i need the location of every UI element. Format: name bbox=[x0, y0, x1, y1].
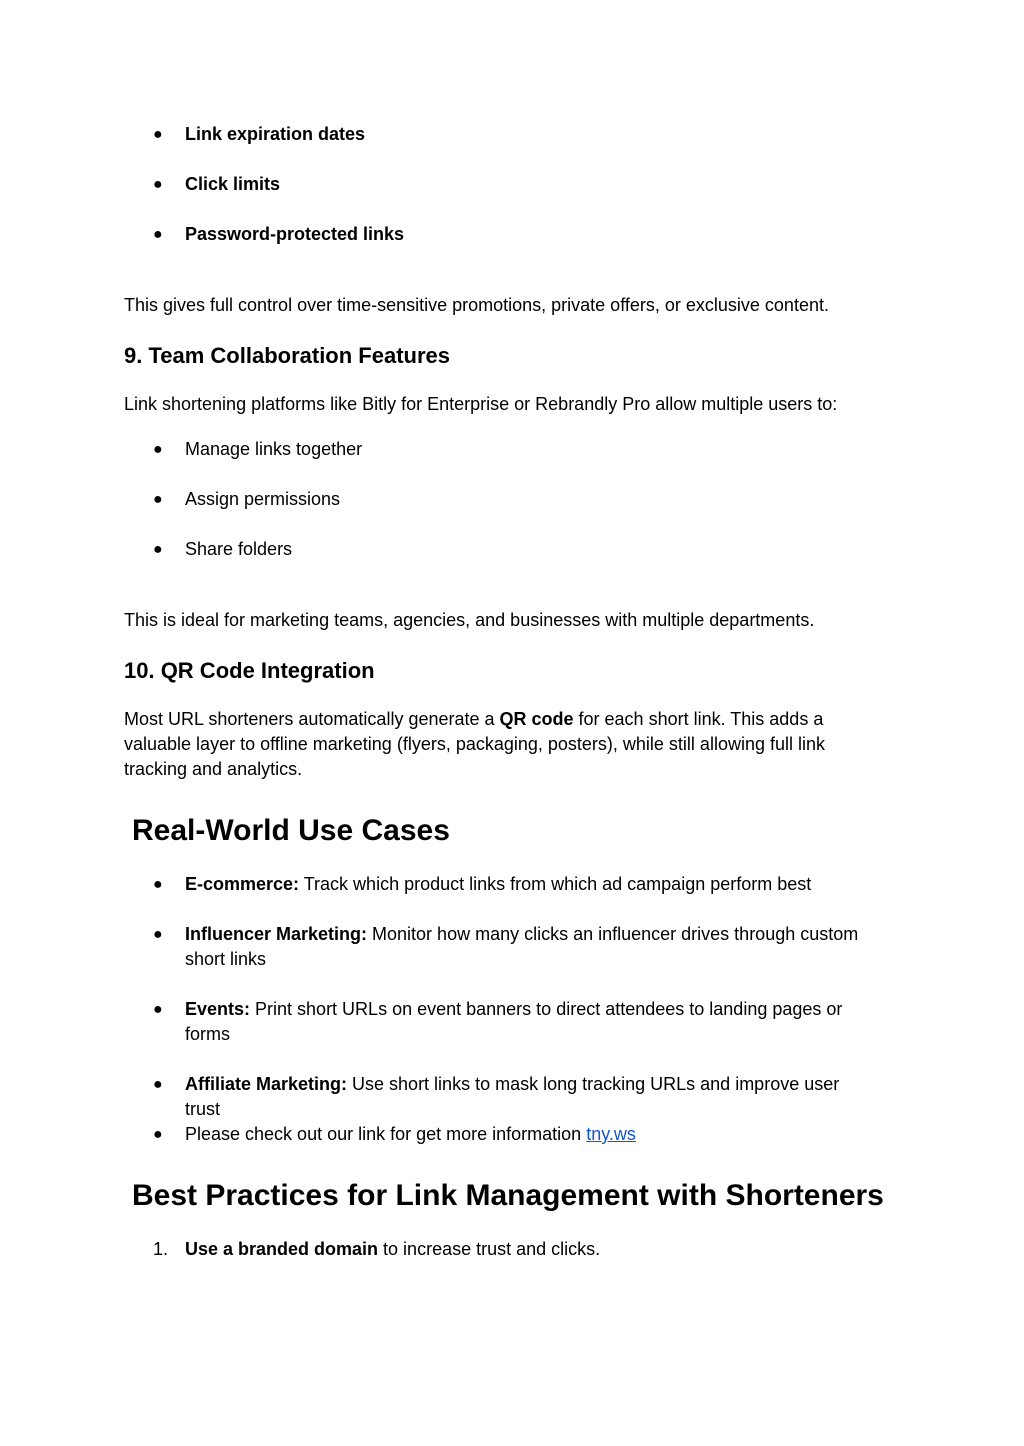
list-item-bold: Password-protected links bbox=[185, 224, 405, 244]
bullet-icon: ● bbox=[153, 1001, 163, 1018]
paragraph-ideal: This is ideal for marketing teams, agencies, and businesses with multiple departments. bbox=[124, 610, 815, 630]
qr-line-2: valuable layer to offline marketing (flyers, packaging, posters), while still allowing full link bbox=[124, 734, 825, 754]
bullet-icon: ● bbox=[153, 226, 163, 243]
bullet-icon: ● bbox=[153, 876, 163, 893]
bullet-icon: ● bbox=[153, 926, 163, 943]
heading-team-collaboration: 9. Team Collaboration Features bbox=[124, 343, 451, 368]
list-item-text: Manage links together bbox=[185, 439, 363, 459]
list-number: 1. bbox=[153, 1239, 169, 1259]
usecase-bold: E-commerce: bbox=[185, 874, 300, 894]
bullet-icon: ● bbox=[153, 176, 163, 193]
usecase-bold: Events: bbox=[185, 999, 251, 1019]
paragraph-team: Link shortening platforms like Bitly for Enterprise or Rebrandly Pro allow multiple users to: bbox=[124, 394, 838, 414]
bullet-icon: ● bbox=[153, 1126, 163, 1143]
qr-line-1: Most URL shorteners automatically generate a QR code for each short link. This adds a bbox=[124, 709, 824, 729]
list-item-text: Assign permissions bbox=[185, 489, 341, 509]
bullet-icon: ● bbox=[153, 126, 163, 143]
heading-qr-code: 10. QR Code Integration bbox=[124, 658, 375, 683]
usecase-bold: Affiliate Marketing: bbox=[185, 1074, 348, 1094]
bullet-icon: ● bbox=[153, 1076, 163, 1093]
bullet-icon: ● bbox=[153, 491, 163, 508]
list-item-bold: Link expiration dates bbox=[185, 124, 366, 144]
paragraph-control: This gives full control over time-sensitive promotions, private offers, or exclusive content. bbox=[124, 295, 829, 315]
bullet-icon: ● bbox=[153, 441, 163, 458]
heading-real-world-use-cases: Real-World Use Cases bbox=[132, 814, 450, 847]
document-page: ● Link expiration dates ● Click limits ● Password-protected links This gives full control over time-sensitive promotions, private offers, or exclusive content. 9. Team Collaboration Features Link shortening platforms like Bitly for Enterprise or Rebrandly Pro allow multiple users to: ● Manage links together ● Assign permissions ● Share folders This is ideal for marketing teams, agencies, and businesses with multiple departments. 10. QR Code Integration Most URL shorteners automatically generate a QR code for each short link. This adds a valuable layer to offline marketing (flyers, packaging, posters), while still allowing full link tracking and analytics. Real-World Use Cases ● E-commerce: Track which product links from which ad campaign perform best ● Influencer Marketing: Monitor how many clicks an influencer drives through custom short links ● Events: Print short URLs on event banners to direct attendees to landing pages or forms ● Affiliate Marketing: Use short links to mask long tracking URLs and improve user trust ● Please check out our link for get more information tny.ws Best Practices for Link Management with Shorteners 1. Use a branded domain to increase trust and clicks. bbox=[0, 0, 1024, 1446]
best-practice-bold: Use a branded domain bbox=[185, 1239, 379, 1259]
paragraph-qr bbox=[124, 707, 825, 782]
tny-ws-link[interactable]: tny.ws bbox=[586, 1124, 636, 1144]
heading-best-practices: Best Practices for Link Management with Shorteners bbox=[132, 1179, 884, 1212]
usecase-bold: Influencer Marketing: bbox=[185, 924, 368, 944]
bullet-icon: ● bbox=[153, 541, 163, 558]
qr-code-bold: QR code bbox=[499, 709, 574, 729]
qr-line-3: tracking and analytics. bbox=[124, 759, 303, 779]
list-item-text: Share folders bbox=[185, 539, 293, 559]
list-item-bold: Click limits bbox=[185, 174, 281, 194]
